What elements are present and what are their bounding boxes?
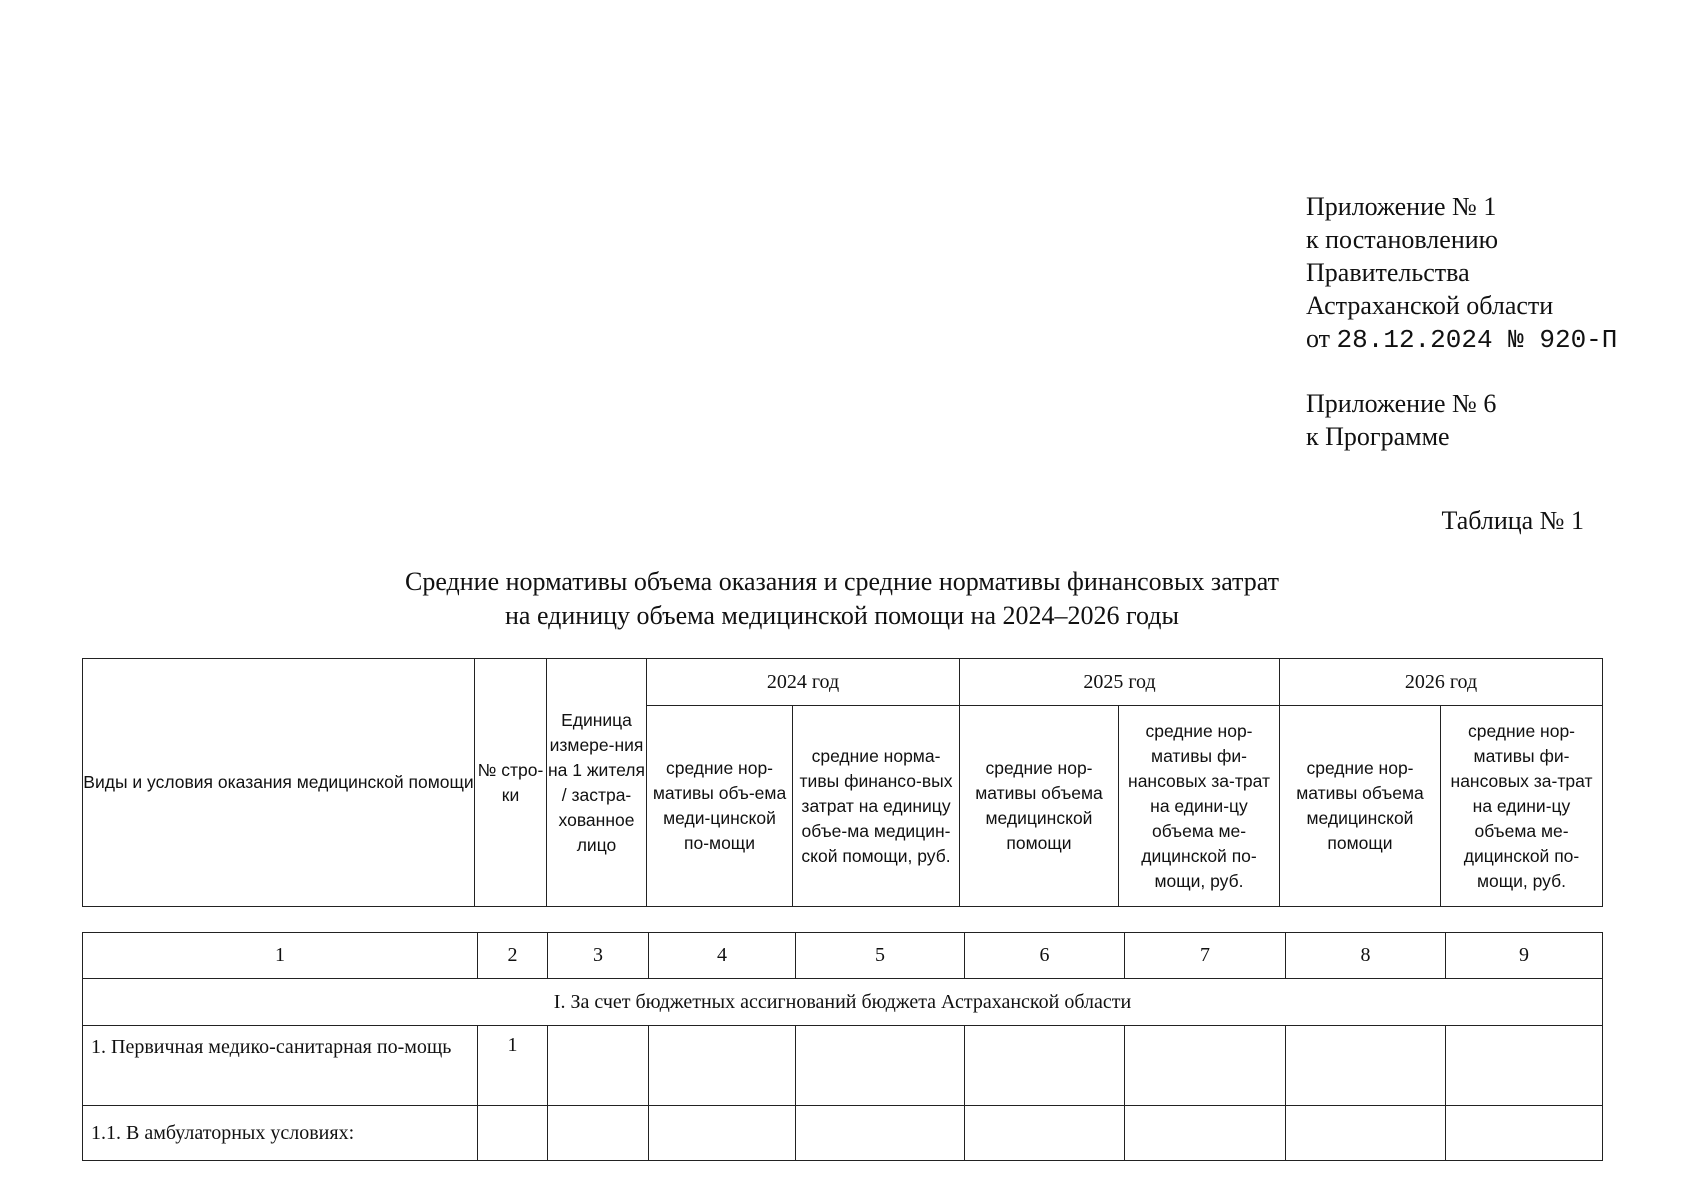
header-types-conditions: Виды и условия оказания медицинской помощи [83, 659, 475, 907]
row-line-number [478, 1106, 548, 1161]
column-number-cell: 1 [83, 933, 478, 979]
column-number-cell: 9 [1446, 933, 1603, 979]
header-2026-volume: средние нор-мативы объема медицинской помощи [1280, 706, 1441, 907]
date-stamp: 28.12.2024 № 920-П [1336, 325, 1618, 355]
header-unit: Единица измере-ния на 1 жителя / застра-хованное лицо [547, 659, 647, 907]
table-cell [1286, 1026, 1446, 1106]
table-cell [965, 1026, 1125, 1106]
table-cell [649, 1106, 796, 1161]
table-cell [1125, 1106, 1286, 1161]
appendix-block [1306, 190, 1617, 453]
table-row [83, 1026, 1603, 1106]
header-2024-cost: средние норма-тивы финансо-вых затрат на единицу объе-ма медицин-ской помощи, руб. [793, 706, 960, 907]
appendix-line-4: Астраханской области [1306, 291, 1554, 320]
header-year-2026: 2026 год [1280, 659, 1603, 706]
date-prefix: от [1306, 324, 1331, 353]
table-cell [1446, 1026, 1603, 1106]
header-table [82, 658, 1603, 907]
column-number-cell: 6 [965, 933, 1125, 979]
column-number-cell: 4 [649, 933, 796, 979]
document-title [82, 565, 1602, 633]
table-number: Таблица № 1 [1441, 506, 1584, 535]
row-label: 1.1. В амбулаторных условиях: [83, 1106, 478, 1161]
column-number-cell: 2 [478, 933, 548, 979]
column-number-cell: 8 [1286, 933, 1446, 979]
appendix-gap [1306, 357, 1617, 387]
header-2026-cost: средние нор-мативы фи-нансовых за-трат на едини-цу объема ме-дицинской по-мощи, руб. [1441, 706, 1603, 907]
header-year-2025: 2025 год [960, 659, 1280, 706]
body-table [82, 932, 1603, 1161]
table-cell [1286, 1106, 1446, 1161]
table-cell [796, 1026, 965, 1106]
appendix-line-2: к постановлению [1306, 225, 1499, 254]
section-heading-row [83, 979, 1603, 1026]
appendix-line-3: Правительства [1306, 258, 1470, 287]
appendix-date-line [1306, 322, 1617, 357]
table-cell [548, 1026, 649, 1106]
table-cell [1446, 1106, 1603, 1161]
table-cell [1125, 1026, 1286, 1106]
table-row [83, 1106, 1603, 1161]
table-cell [796, 1106, 965, 1161]
header-year-2024: 2024 год [647, 659, 960, 706]
column-number-cell: 5 [796, 933, 965, 979]
column-number-cell: 3 [548, 933, 649, 979]
section-heading: I. За счет бюджетных ассигнований бюджета Астраханской области [83, 979, 1603, 1026]
appendix-line-7: к Программе [1306, 422, 1450, 451]
header-line-number: № стро-ки [475, 659, 547, 907]
table-cell [649, 1026, 796, 1106]
row-label: 1. Первичная медико-санитарная по-мощь [83, 1026, 478, 1106]
header-2025-volume: средние нор-мативы объема медицинской помощи [960, 706, 1119, 907]
row-line-number: 1 [478, 1026, 548, 1106]
column-number-row [83, 933, 1603, 979]
title-line-1: Средние нормативы объема оказания и средние нормативы финансовых затрат [405, 567, 1279, 596]
column-number-cell: 7 [1125, 933, 1286, 979]
header-2025-cost: средние нор-мативы фи-нансовых за-трат на едини-цу объема ме-дицинской по-мощи, руб. [1119, 706, 1280, 907]
header-2024-volume: средние нор-мативы объ-ема меди-цинской по-мощи [647, 706, 793, 907]
appendix-line-1: Приложение № 1 [1306, 192, 1497, 221]
appendix-line-6: Приложение № 6 [1306, 389, 1497, 418]
table-cell [548, 1106, 649, 1161]
title-line-2: на единицу объема медицинской помощи на 2024–2026 годы [505, 601, 1179, 630]
table-cell [965, 1106, 1125, 1161]
